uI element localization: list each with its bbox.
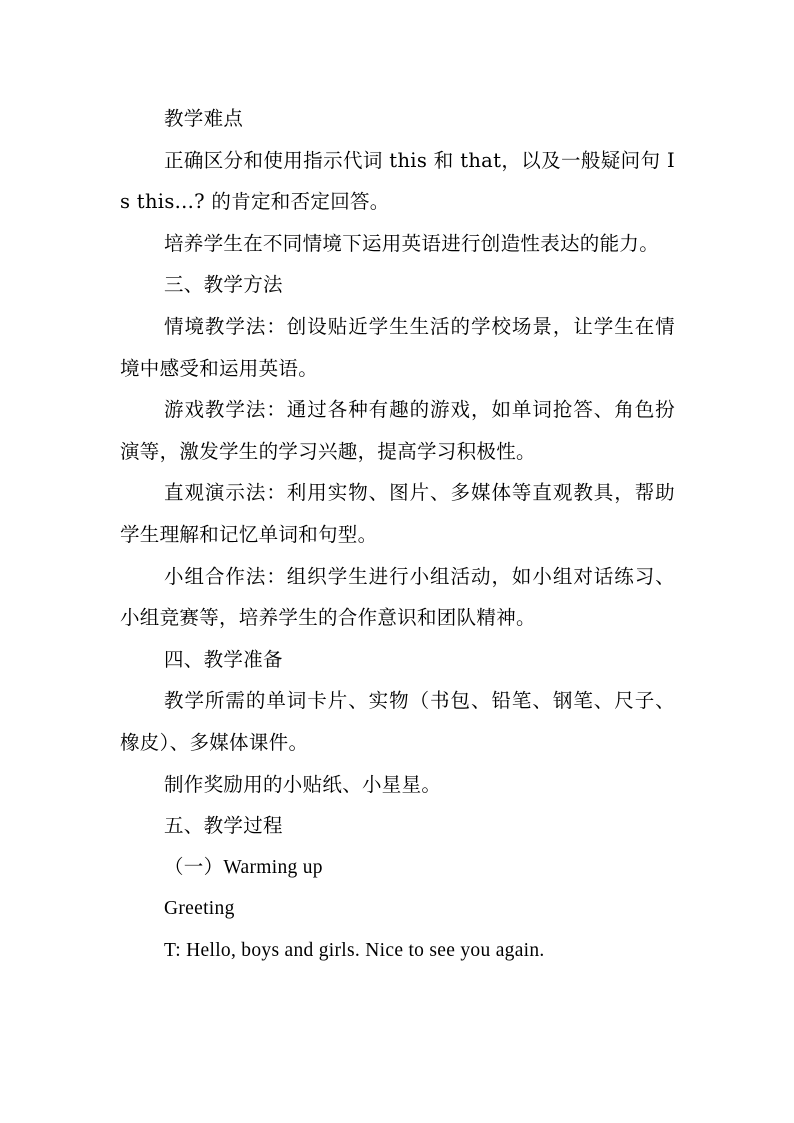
paragraph-preparation-materials: 教学所需的单词卡片、实物（书包、铅笔、钢笔、尺子、橡皮）、多媒体课件。 xyxy=(120,689,675,754)
paragraph-method-group-work: 小组合作法：组织学生进行小组活动，如小组对话练习、小组竞赛等，培养学生的合作意识和团队精神。 xyxy=(120,564,675,630)
subheading-greeting: Greeting xyxy=(164,898,235,920)
document-body xyxy=(120,98,675,971)
paragraph-method-games: 游戏教学法：通过各种有趣的游戏，如单词抢答、角色扮演等，激发学生的学习兴趣，提高学习积极性。 xyxy=(120,398,675,463)
paragraph-difficulty-demonstratives: 正确区分和使用指示代词 this 和 that，以及一般疑问句 Is this...? 的肯定和否定回答。 xyxy=(120,148,675,214)
paragraph-method-situational: 情境教学法：创设贴近学生生活的学校场景，让学生在情境中感受和运用英语。 xyxy=(120,314,675,380)
section-heading-teaching-preparation: 四、教学准备 xyxy=(164,647,283,671)
subheading-warming-up: （一）Warming up xyxy=(164,856,323,878)
paragraph-difficulty-creative-expression: 培养学生在不同情境下运用英语进行创造性表达的能力。 xyxy=(164,231,660,255)
paragraph-method-demonstration: 直观演示法：利用实物、图片、多媒体等直观教具，帮助学生理解和记忆单词和句型。 xyxy=(120,481,675,546)
section-heading-teaching-process: 五、教学过程 xyxy=(164,814,283,838)
subheading-teaching-difficulties: 教学难点 xyxy=(164,107,244,130)
paragraph-preparation-rewards: 制作奖励用的小贴纸、小星星。 xyxy=(164,772,442,796)
dialogue-line-teacher: T: Hello, boys and girls. Nice to see you again. xyxy=(164,939,545,961)
section-heading-teaching-methods: 三、教学方法 xyxy=(164,273,283,297)
